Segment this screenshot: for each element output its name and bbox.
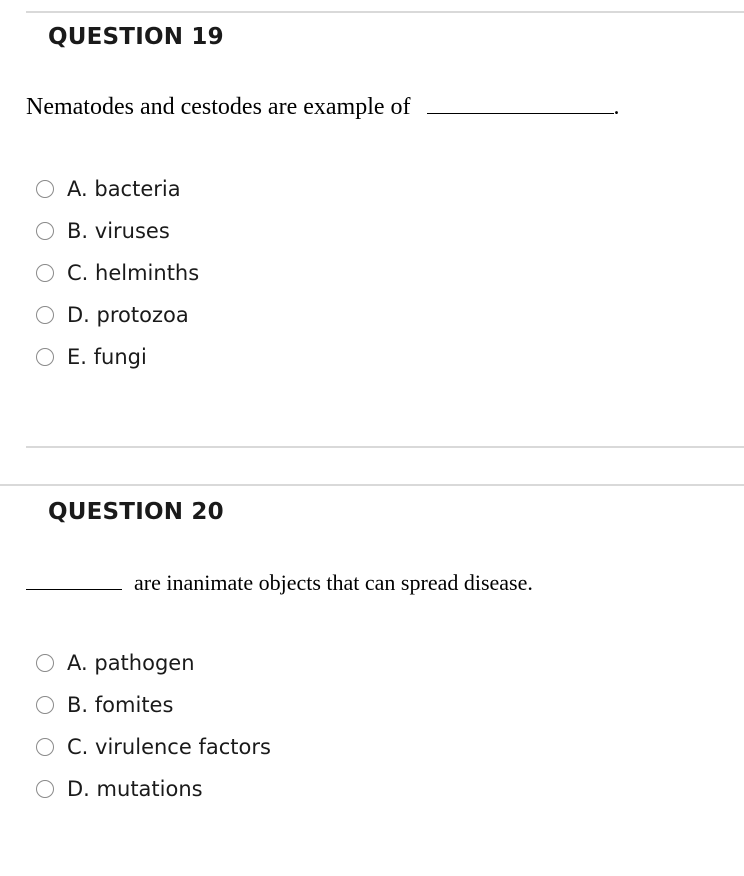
- option-label: C. virulence factors: [67, 735, 271, 759]
- radio-button[interactable]: [36, 738, 54, 756]
- radio-button[interactable]: [36, 264, 54, 282]
- question-20-answer-blank: [26, 589, 122, 590]
- radio-button[interactable]: [36, 222, 54, 240]
- radio-button[interactable]: [36, 780, 54, 798]
- question-20-options: [36, 642, 271, 810]
- question-19-options: [36, 168, 199, 378]
- radio-button[interactable]: [36, 696, 54, 714]
- top-divider: [26, 11, 744, 13]
- question-19-stem-end: .: [613, 94, 620, 120]
- question-19-stem-text: Nematodes and cestodes are example of: [26, 94, 411, 120]
- radio-button[interactable]: [36, 306, 54, 324]
- question-20-title: QUESTION 20: [48, 499, 224, 525]
- radio-button[interactable]: [36, 180, 54, 198]
- option-label: A. pathogen: [67, 651, 195, 675]
- question-19-bottom-divider: [26, 446, 744, 448]
- question-19-option-d[interactable]: [36, 294, 199, 336]
- question-20-stem-text: are inanimate objects that can spread disease.: [134, 570, 533, 595]
- radio-button[interactable]: [36, 348, 54, 366]
- option-label: B. fomites: [67, 693, 174, 717]
- radio-button[interactable]: [36, 654, 54, 672]
- question-19-option-c[interactable]: [36, 252, 199, 294]
- question-19-title: QUESTION 19: [48, 24, 224, 50]
- option-label: A. bacteria: [67, 177, 181, 201]
- option-label: B. viruses: [67, 219, 170, 243]
- question-19-option-b[interactable]: [36, 210, 199, 252]
- option-label: E. fungi: [67, 345, 147, 369]
- option-label: D. mutations: [67, 777, 203, 801]
- question-20-option-a[interactable]: [36, 642, 271, 684]
- question-20-option-d[interactable]: [36, 768, 271, 810]
- question-19-option-e[interactable]: [36, 336, 199, 378]
- question-20-stem: [26, 570, 533, 597]
- question-19-option-a[interactable]: [36, 168, 199, 210]
- question-20-option-b[interactable]: [36, 684, 271, 726]
- question-20-option-c[interactable]: [36, 726, 271, 768]
- question-19-answer-blank: [427, 113, 614, 114]
- question-20-top-divider: [0, 484, 744, 486]
- question-19-stem: [26, 94, 620, 121]
- option-label: D. protozoa: [67, 303, 189, 327]
- option-label: C. helminths: [67, 261, 200, 285]
